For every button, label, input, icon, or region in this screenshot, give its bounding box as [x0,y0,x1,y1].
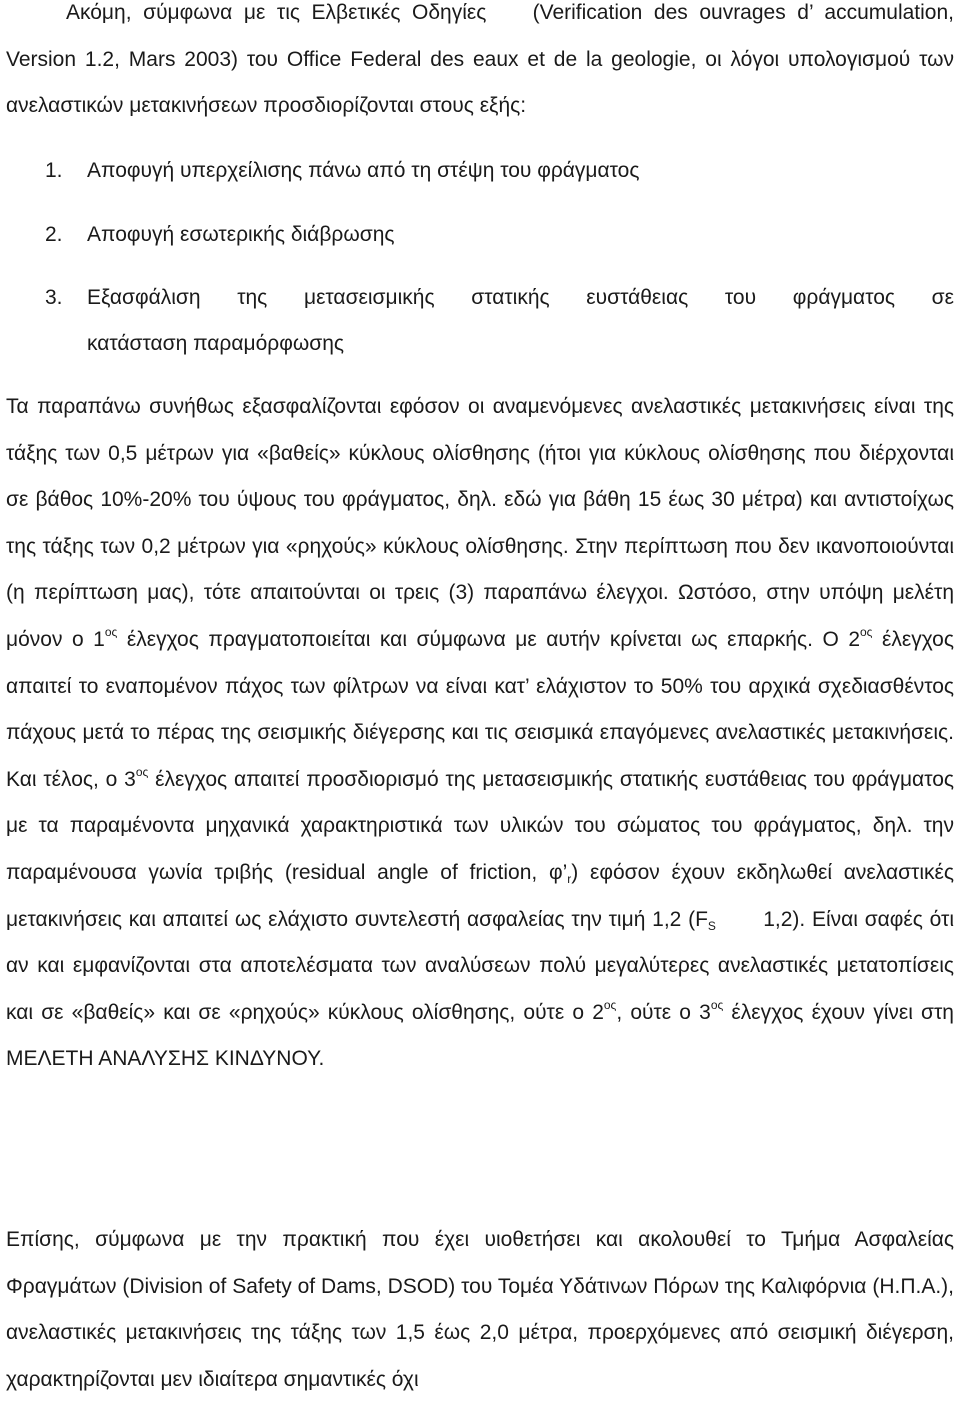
list-text: Αποφυγή υπερχείλισης πάνω από τη στέψη του φράγματος [87,159,640,182]
list-number: 3. [45,286,63,309]
subscript: r [567,871,572,886]
main-text-6: 1,2). Είναι σαφές ότι αν και εμφανίζονται στα αποτελέσματα των αναλύσεων πολύ μεγαλύτερες ανελαστικές μετατοπίσεις και σε «βαθείς» και σε «ρηχούς» κύκλους ολίσθησης, ούτε ο 2 [6,907,954,1024]
list-item [45,147,954,195]
main-text-2: έλεγχος πραγματοποιείται και σύμφωνα με αυτήν κρίνεται ως επαρκής. Ο 2 [117,627,860,651]
list-number: 2. [45,223,63,246]
list-number: 1. [45,159,63,182]
main-text-4: έλεγχος απαιτεί προσδιορισμό της μετασεισμικής στατικής ευστάθειας του φράγματος με τα παραμένοντα μηχανικά χαρακτηριστικά των υλικών του σώματος του φράγματος, δηλ. την παραμένουσα γωνία τριβής (residual angle of friction, φ’ [6,767,954,884]
last-paragraph: Επίσης, σύμφωνα με την πρακτική που έχει υιοθετήσει και ακολουθεί το Τμήμα Ασφαλείας Φραγμάτων (Division of Safety of Dams, DSOD) του Τομέα Υδάτινων Πόρων της Καλιφόρνια (Η.Π.Α.), ανελαστικές μετακινήσεις της τάξης των 1,5 έως 2,0 μέτρα, προερχόμενες από σεισμική διέγερση, χαρακτηρίζονται μεν ιδιαίτερα σημαντικές όχι [6,1228,954,1391]
main-paragraph [6,384,954,1083]
main-text-1: Τα παραπάνω συνήθως εξασφαλίζονται εφόσον οι αναμενόμενες ανελαστικές μετακινήσεις είναι της τάξης των 0,5 μέτρων για «βαθείς» κύκλους ολίσθησης (ήτοι για κύκλους ολίσθησης που διέρχονται σε βάθος 10%-20% του ύψους του φράγματος, δηλ. εδώ για βάθη 15 έως 30 μέτρα) και αντιστοίχως της τάξης των 0,2 μέτρων για «ρηχούς» κύκλους ολίσθησης. Στην περίπτωση που δεν ικανοποιούνται (η περίπτωση μας), τότε απαιτούνται οι τρεις (3) παραπάνω έλεγχοι. Ωστόσο, στην υπόψη μελέτη μόνον ο 1 [6,395,954,651]
ordinal-suffix: ος [104,624,118,639]
list-text: Εξασφάλιση της μετασεισμικής στατικής ευστάθειας του φράγματος σε [87,286,954,309]
main-text-5: ) εφόσον έχουν εκδηλωθεί ανελαστικές μετακινήσεις και απαιτεί ως ελάχιστο συντελεστή ασφαλείας την τιμή 1,2 (F [6,860,954,931]
list-item [45,211,954,259]
ordinal-suffix: ος [135,764,149,779]
intro-paragraph: Ακόμη, σύμφωνα με τις Ελβετικές Οδηγίες (Verification des ouvrages d’ accumulation, Version 1.2, Mars 2003) του Office Federal des eaux et de la geologie, οι λόγοι υπολογισμού των ανελαστικών μετακινήσεων προσδιορίζονται στους εξής: [6,1,954,118]
subscript: S [707,918,716,933]
main-text-3: έλεγχος απαιτεί το εναπομένον πάχος των φίλτρων να είναι κατ’ ελάχιστον το 50% του αρχικά σχεδιασθέντος πάχους μετά το πέρας της σεισμικής διέγερσης και τις σεισμικά επαγόμενες ανελαστικές μετακινήσεις. Και τέλος, ο 3 [6,627,954,791]
main-text-7: , ούτε ο 3 [616,1000,711,1024]
list-item-continuation: κατάσταση παραμόρφωσης [87,332,345,355]
ordinal-suffix: ος [710,997,724,1012]
ordinal-suffix: ος [603,997,617,1012]
list-text: Αποφυγή εσωτερικής διάβρωσης [87,223,395,246]
list-item [45,274,954,322]
main-text-8: έλεγχος έχουν γίνει στη ΜΕΛΕΤΗ ΑΝΑΛΥΣΗΣ ΚΙΝΔΥΝΟΥ. [6,1000,954,1071]
ordinal-suffix: ος [860,624,873,639]
